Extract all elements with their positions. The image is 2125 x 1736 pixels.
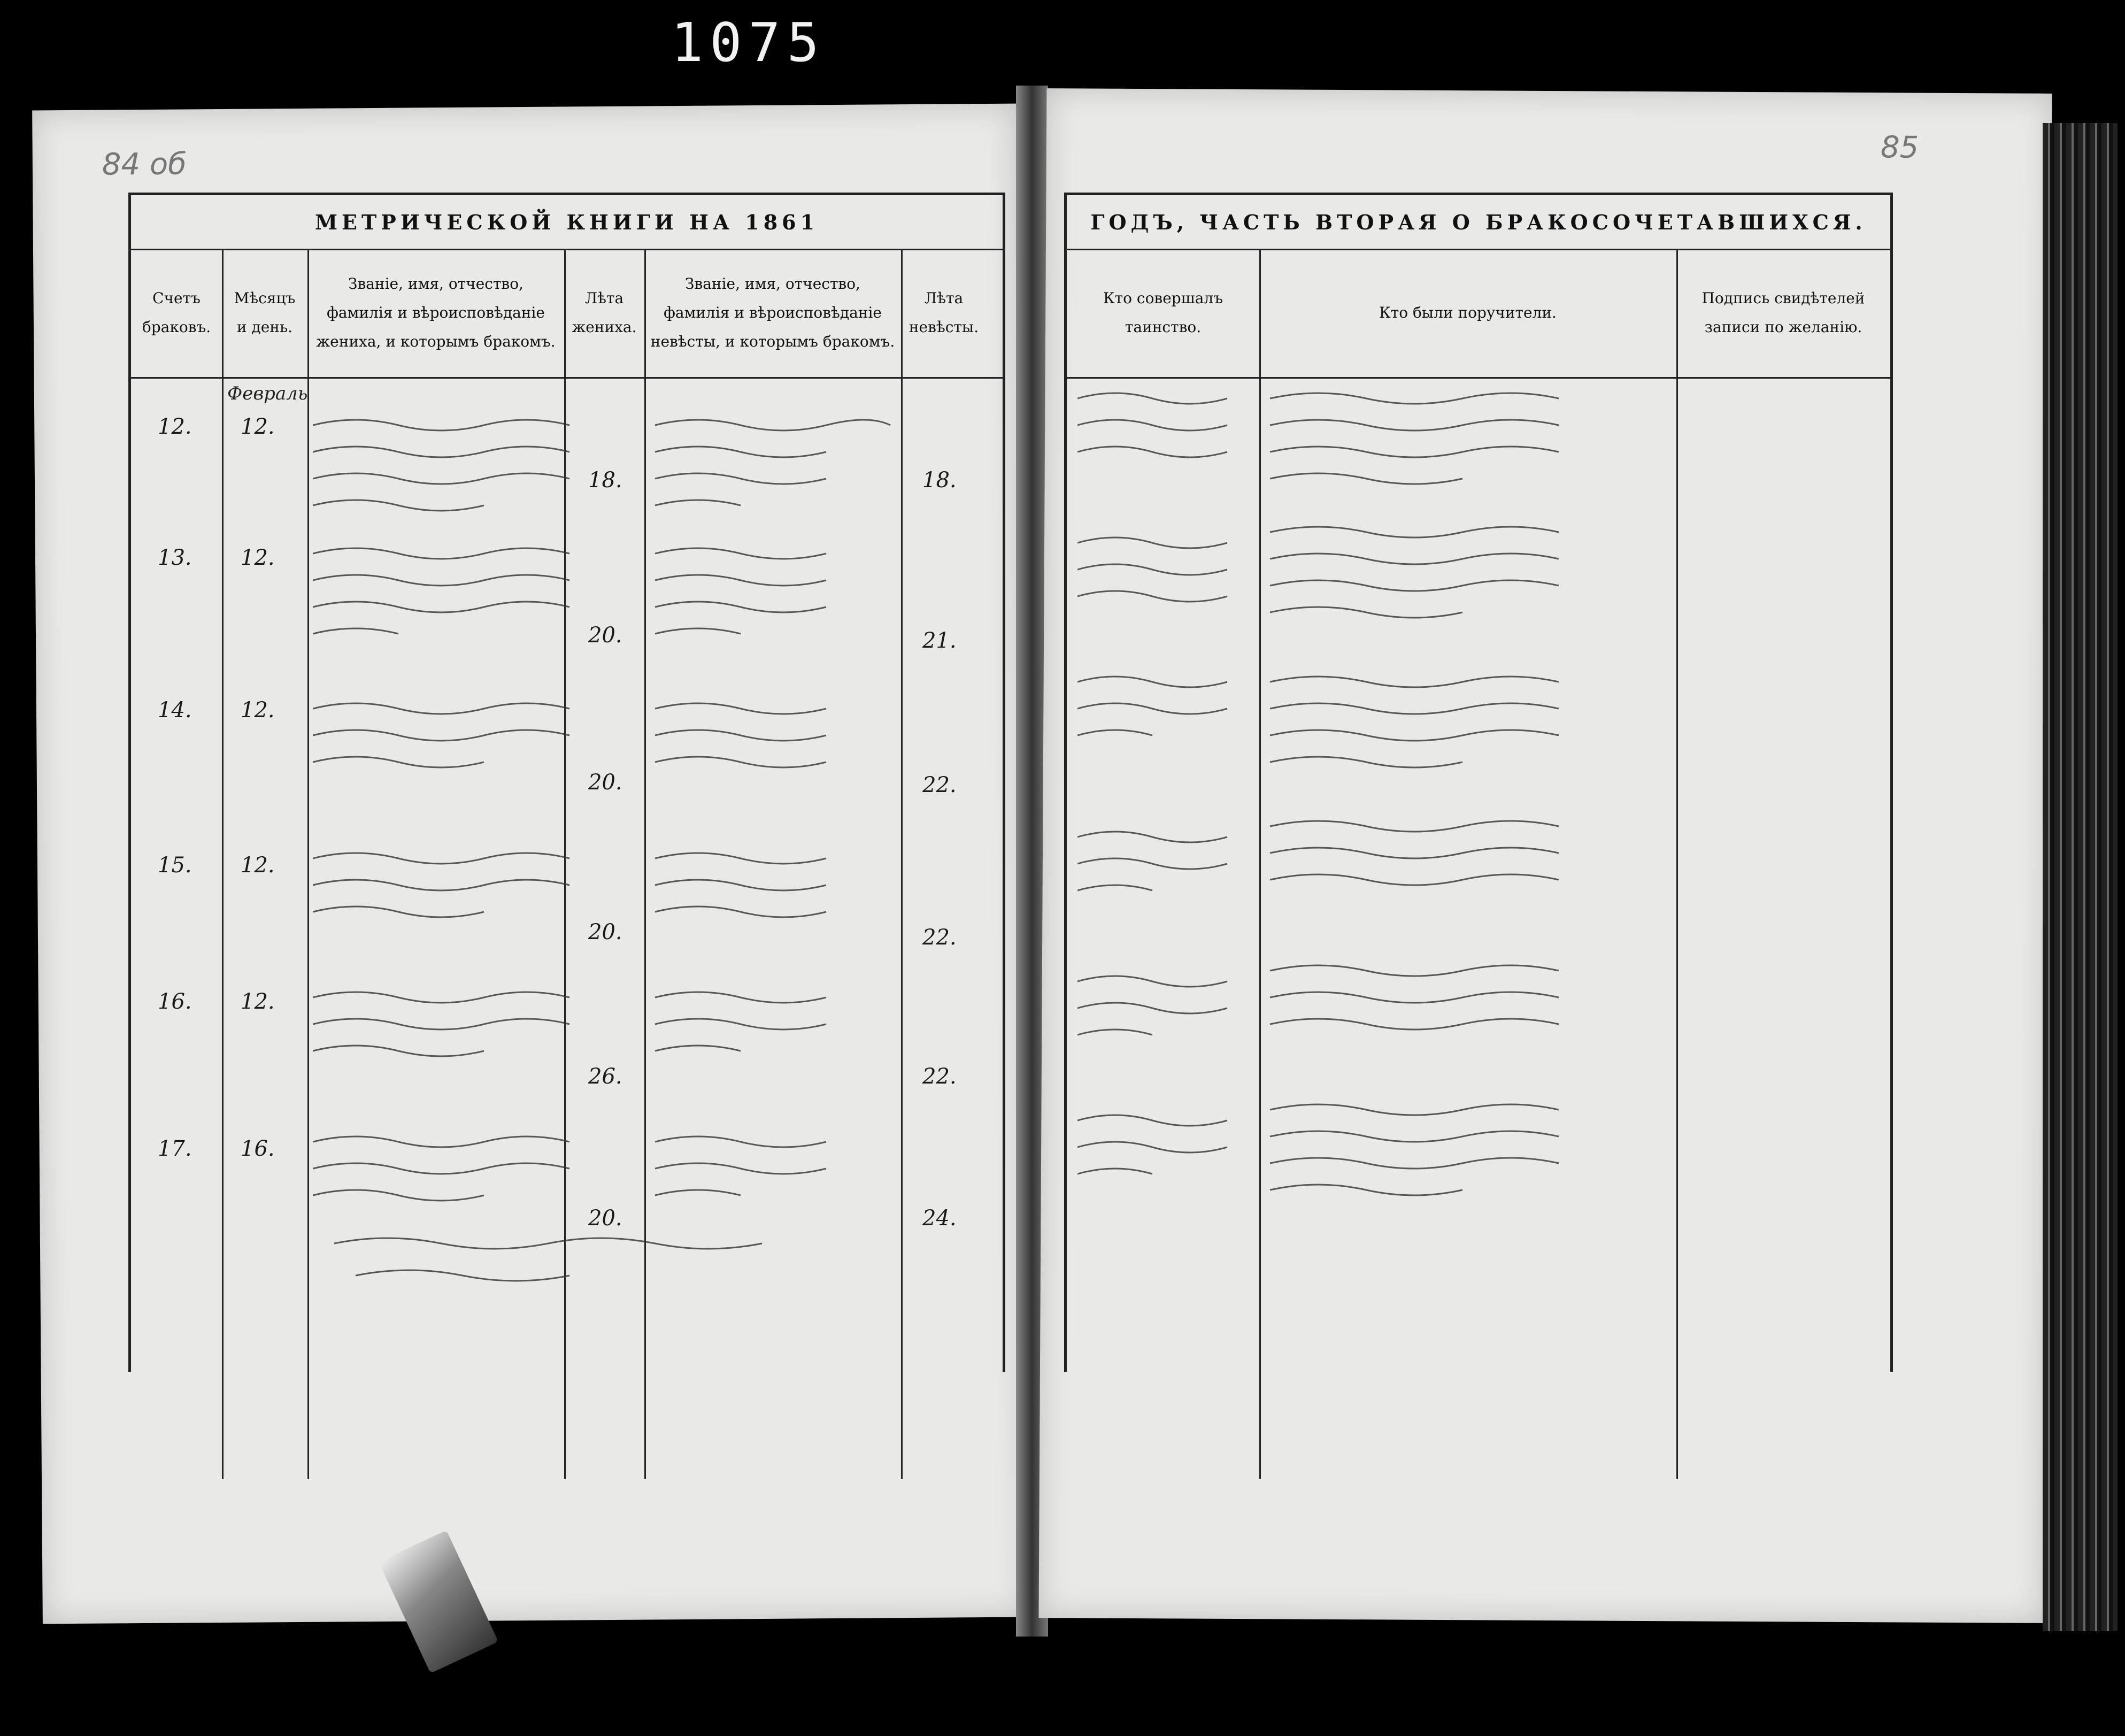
left-register-table: [128, 193, 1005, 1372]
entry-day: 12.: [241, 546, 275, 570]
entry-groom-age: 20.: [588, 1206, 622, 1231]
header-witness-signatures: Подпись свидѣтелей записи по желанію.: [1701, 289, 1865, 336]
entry-bride-age: 18.: [922, 468, 957, 493]
header-month-day: Мѣсяцъ и день.: [234, 289, 296, 336]
handwritten-entries-left: [313, 409, 901, 1318]
archive-number: 1075: [671, 11, 826, 74]
left-table-headers: [131, 249, 1003, 379]
entry-day: 12.: [241, 853, 275, 878]
pencil-folio-left: 84 об: [102, 147, 187, 182]
left-table-title: МЕТРИЧЕСКОЙ КНИГИ НА 1861: [131, 195, 1003, 250]
entry-bride-age: 24.: [922, 1206, 957, 1231]
header-groom: Званіе, имя, отчество, фамилія и вѣроисповѣданіе жениха, и которымъ бракомъ.: [316, 275, 556, 350]
entry-number: 13.: [158, 546, 192, 570]
header-bride: Званіе, имя, отчество, фамилія и вѣроисповѣданіе невѣсты, и которымъ бракомъ.: [650, 275, 895, 350]
right-table-title: ГОДЪ, ЧАСТЬ ВТОРАЯ О БРАКОСОЧЕТАВШИХСЯ.: [1067, 195, 1890, 250]
entry-day: 12.: [241, 989, 275, 1014]
header-sponsors: Кто были поручители.: [1379, 304, 1557, 321]
header-groom-age: Лѣта жениха.: [572, 289, 637, 336]
entry-number: 14.: [158, 698, 192, 723]
page-edges: [2043, 123, 2118, 1631]
entry-groom-age: 26.: [588, 1064, 622, 1089]
entry-groom-age: 20.: [588, 770, 622, 795]
entry-bride-age: 22.: [922, 773, 957, 797]
entry-day: 16.: [241, 1136, 275, 1161]
entry-bride-age: 22.: [922, 1064, 957, 1089]
entry-groom-age: 20.: [588, 920, 622, 944]
entry-number: 15.: [158, 853, 192, 878]
month-label: Февраль: [227, 383, 308, 404]
entry-number: 12.: [158, 414, 192, 439]
entry-number: 17.: [158, 1136, 192, 1161]
header-bride-age: Лѣта невѣсты.: [908, 289, 979, 336]
handwritten-entries-right: [1077, 382, 1676, 1399]
right-table-headers: [1067, 249, 1890, 379]
header-marriage-number: Счетъ браковъ.: [142, 289, 211, 336]
entry-groom-age: 18.: [588, 468, 622, 493]
entry-number: 16.: [158, 989, 192, 1014]
entry-day: 12.: [241, 414, 275, 439]
entry-bride-age: 22.: [922, 925, 957, 950]
right-register-table: [1064, 193, 1893, 1372]
entry-bride-age: 21.: [922, 628, 957, 653]
pencil-folio-right: 85: [1880, 130, 1919, 165]
header-officiant: Кто совершалъ таинство.: [1103, 289, 1223, 336]
entry-day: 12.: [241, 698, 275, 723]
entry-groom-age: 20.: [588, 623, 622, 648]
